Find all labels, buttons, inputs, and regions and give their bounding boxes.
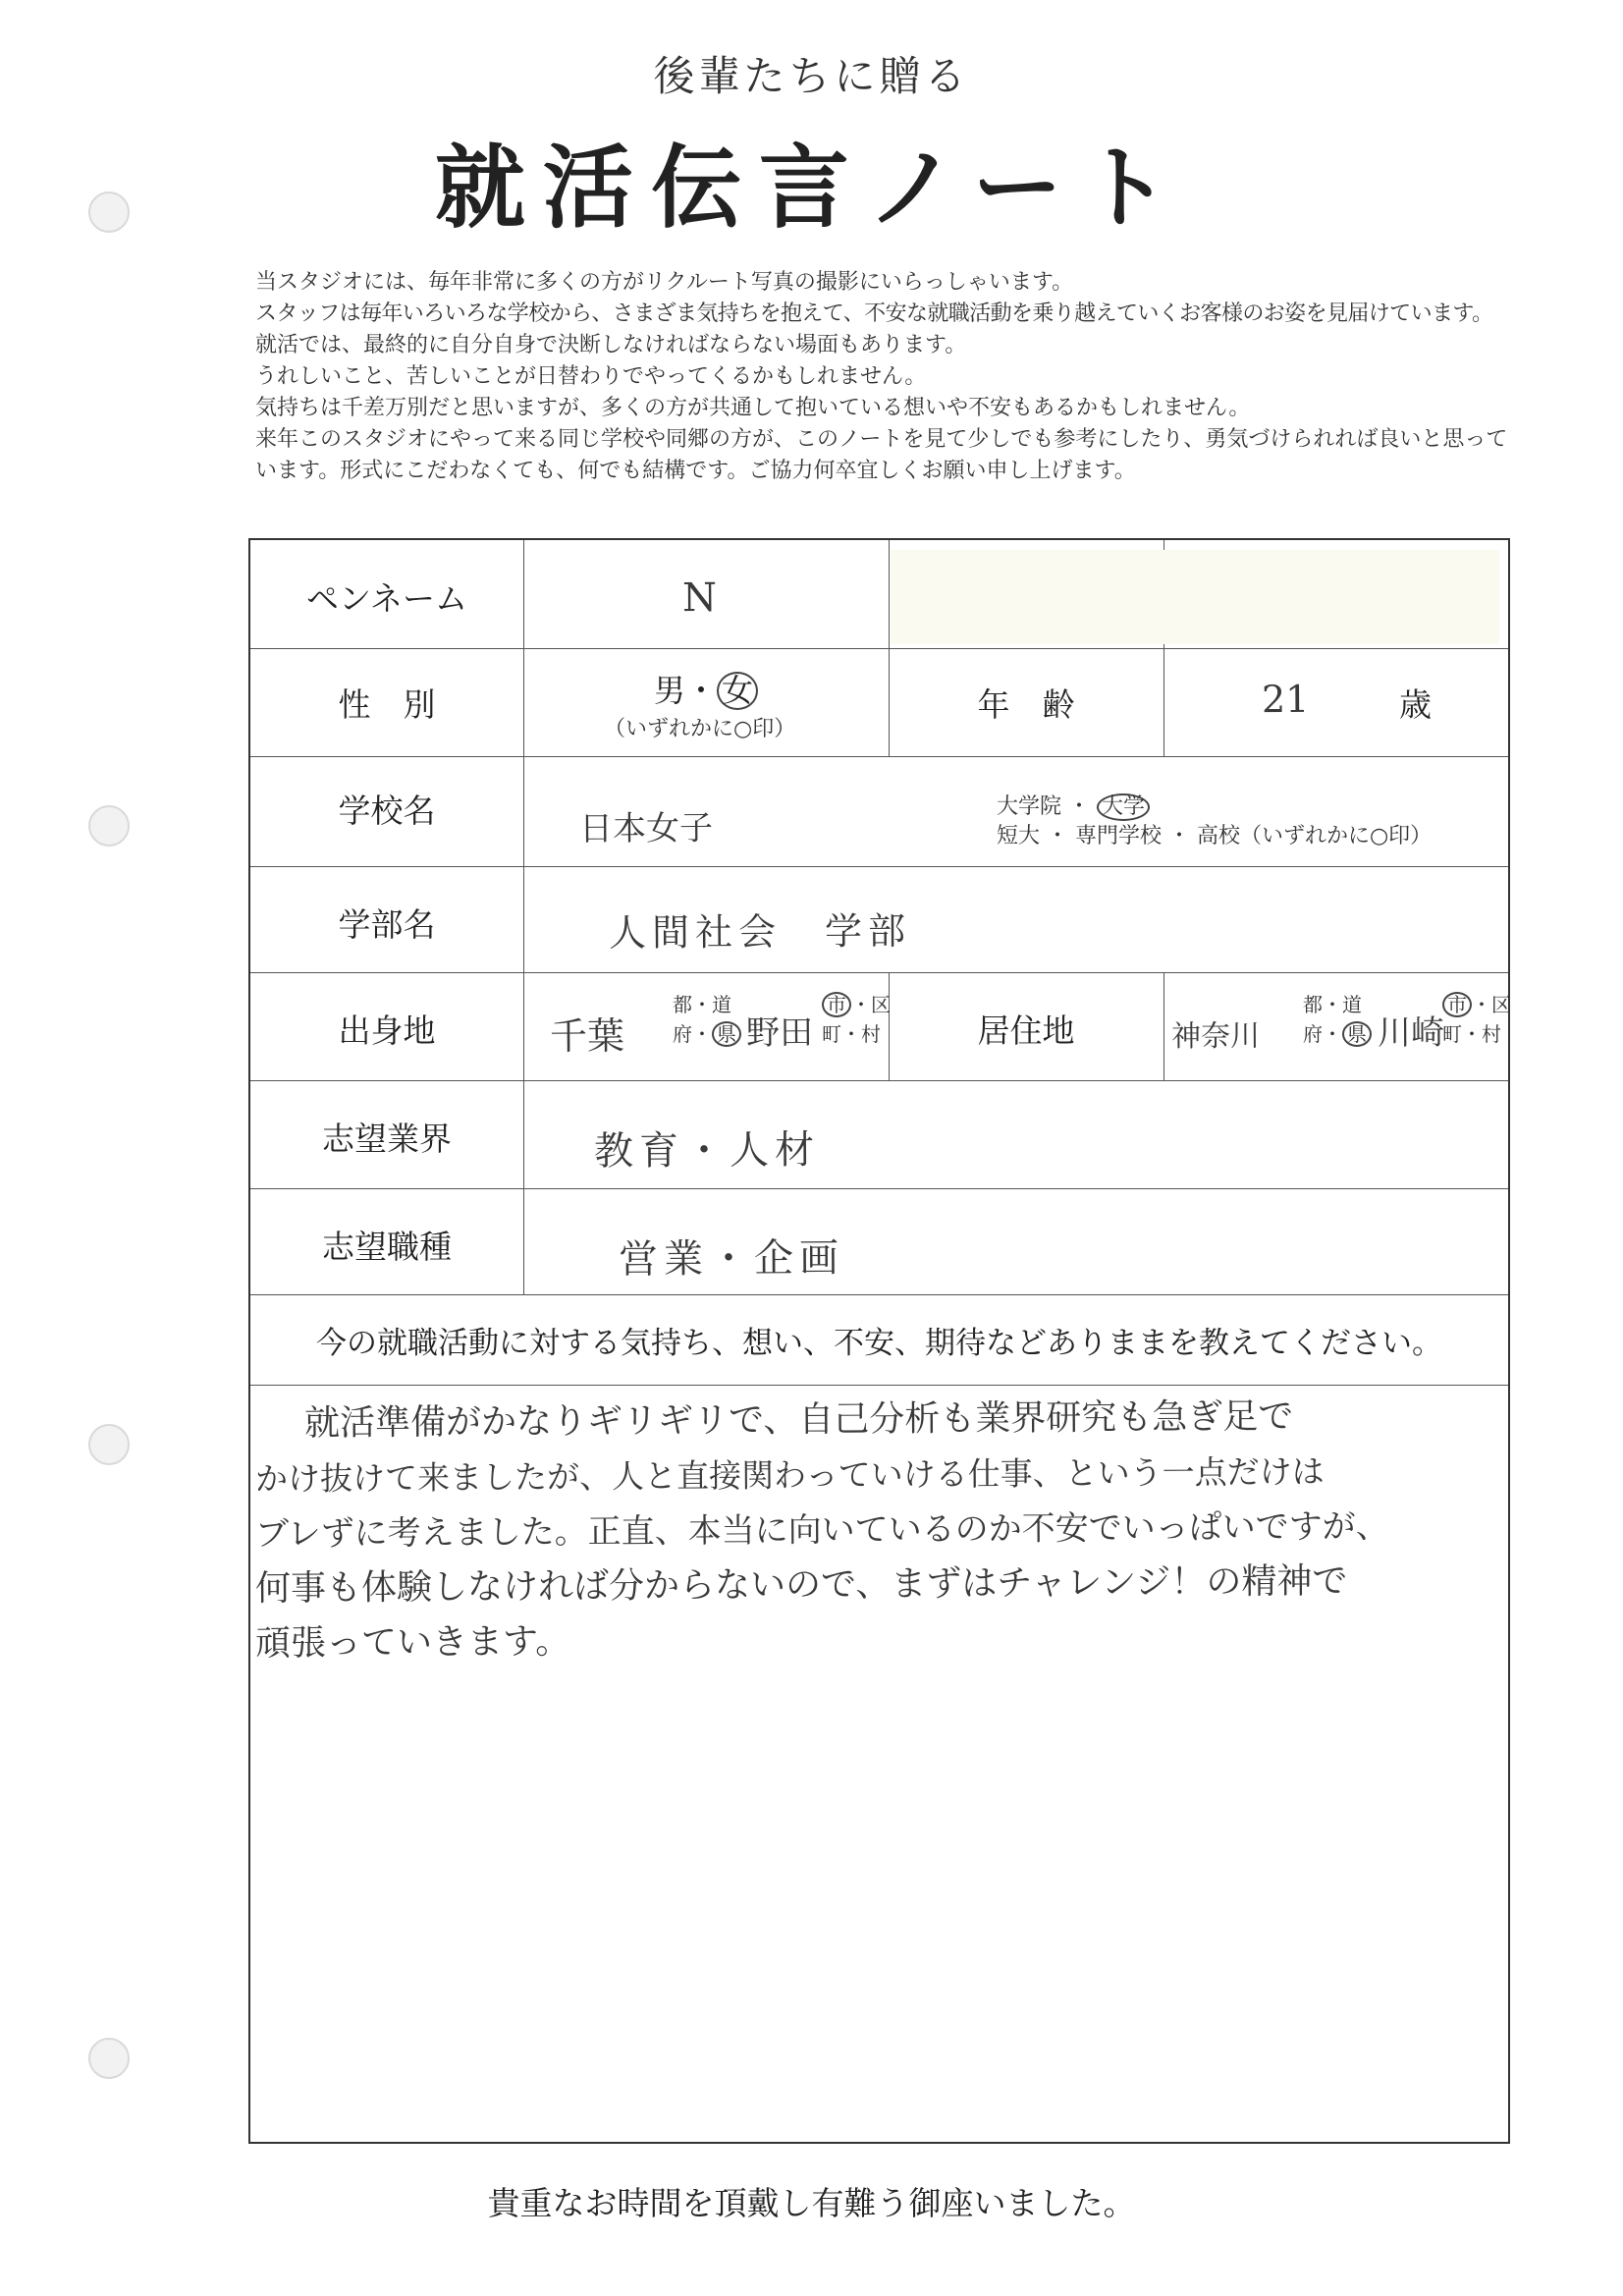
- hometown-pref: 千葉: [549, 1013, 625, 1059]
- intro-line: うれしいこと、苦しいことが日替わりでやってくるかもしれません。: [255, 364, 927, 389]
- age-label: 年 齢: [977, 685, 1075, 724]
- binder-hole: [88, 2038, 130, 2079]
- gender-option-male: 男: [653, 672, 685, 709]
- pen-name-value: N: [681, 574, 718, 622]
- intro-line: 気持ちは千差万別だと思いますが、多くの方が共通して抱いている想いや不安もあるかもしれません。: [255, 396, 1251, 420]
- message-line: ブレずに考えました。正直、本当に向いているのか不安でいっぱいですが、: [254, 1506, 1389, 1555]
- message-line: かけ抜けて来ましたが、人と直接関わっていける仕事、という一点だけは: [254, 1451, 1325, 1499]
- residence-pref-unit: 都・道 府・ 県: [1303, 990, 1372, 1049]
- intro-text: [255, 267, 1581, 487]
- page-title: 就活伝言ノート: [434, 136, 1189, 241]
- message-line: 就活準備がかなりギリギリで、自己分析も業界研究も急ぎ足で: [303, 1396, 1294, 1445]
- gender-separator: ・: [684, 672, 717, 709]
- age-unit: 歳: [1399, 685, 1432, 724]
- message-line: 頑張っていきます。: [254, 1621, 571, 1665]
- school-label: 学校名: [338, 792, 436, 830]
- message-body: [255, 1393, 1497, 1667]
- intro-line: 就活では、最終的に自分自身で決断しなければならない場面もあります。: [255, 333, 967, 357]
- hometown-label: 出身地: [338, 1011, 436, 1050]
- footer-thanks: 貴重なお時間を頂戴し有難う御座いました。: [487, 2184, 1136, 2222]
- job-value: 営業・企画: [618, 1235, 845, 1283]
- age-value: 21: [1261, 677, 1310, 722]
- school-type-line2: 短大 ・ 専門学校 ・ 高校（いずれかに○印）: [997, 824, 1433, 848]
- binder-hole: [88, 805, 130, 847]
- faculty-label: 学部名: [338, 905, 436, 944]
- hometown-city: 野田: [745, 1012, 814, 1054]
- redacted-area: [891, 550, 1499, 644]
- page-subtitle: 後輩たちに贈る: [653, 52, 970, 100]
- form-table: [248, 538, 1510, 2144]
- gender-option-female: 女: [717, 672, 758, 710]
- binder-hole: [88, 1424, 130, 1465]
- intro-line: 来年このスタジオにやって来る同じ学校や同郷の方が、このノートを見て少しでも参考にしたり、勇気づけられれば良いと思って: [255, 427, 1508, 452]
- residence-pref-selected: 県: [1342, 1021, 1372, 1047]
- school-type-line1: 大学院 ・ 大学: [997, 790, 1150, 821]
- faculty-value: 人間社会 学部: [608, 908, 912, 956]
- hometown-pref-unit: 都・道 府・ 県: [673, 990, 741, 1049]
- gender-note: （いずれかに○印）: [604, 717, 796, 741]
- industry-label: 志望業界: [322, 1120, 452, 1158]
- gender-options: [523, 666, 889, 711]
- intro-line: 当スタジオには、毎年非常に多くの方がリクルート写真の撮影にいらっしゃいます。: [255, 270, 1074, 295]
- intro-line: います。形式にこだわなくても、何でも結構です。ご協力何卒宜しくお願い申し上げます。: [255, 459, 1136, 483]
- residence-pref: 神奈川: [1170, 1018, 1261, 1055]
- pen-name-label: ペンネーム: [305, 579, 467, 618]
- message-line: 何事も体験しなければ分からないので、まずはチャレンジ！の精神で: [254, 1560, 1348, 1610]
- hometown-pref-selected: 県: [712, 1021, 741, 1047]
- school-type-selected: 大学: [1097, 793, 1150, 821]
- residence-label: 居住地: [977, 1011, 1075, 1050]
- industry-value: 教育・人材: [593, 1127, 821, 1175]
- school-value: 日本女子: [578, 808, 714, 849]
- job-label: 志望職種: [322, 1228, 452, 1266]
- hometown-city-unit: 市 ・区 町・村: [822, 993, 891, 1046]
- residence-city: 川崎: [1377, 1012, 1445, 1054]
- residence-city-unit: 市 ・区 町・村: [1442, 993, 1511, 1046]
- message-prompt: 今の就職活動に対する気持ち、想い、不安、期待などありままを教えてください。: [316, 1326, 1442, 1361]
- gender-label: 性 別: [338, 685, 436, 724]
- hometown-city-selected: 市: [822, 992, 851, 1017]
- intro-line: スタッフは毎年いろいろな学校から、さまざま気持ちを抱えて、不安な就職活動を乗り越えていくお客様のお姿を見届けています。: [255, 301, 1493, 326]
- residence-city-selected: 市: [1442, 992, 1472, 1017]
